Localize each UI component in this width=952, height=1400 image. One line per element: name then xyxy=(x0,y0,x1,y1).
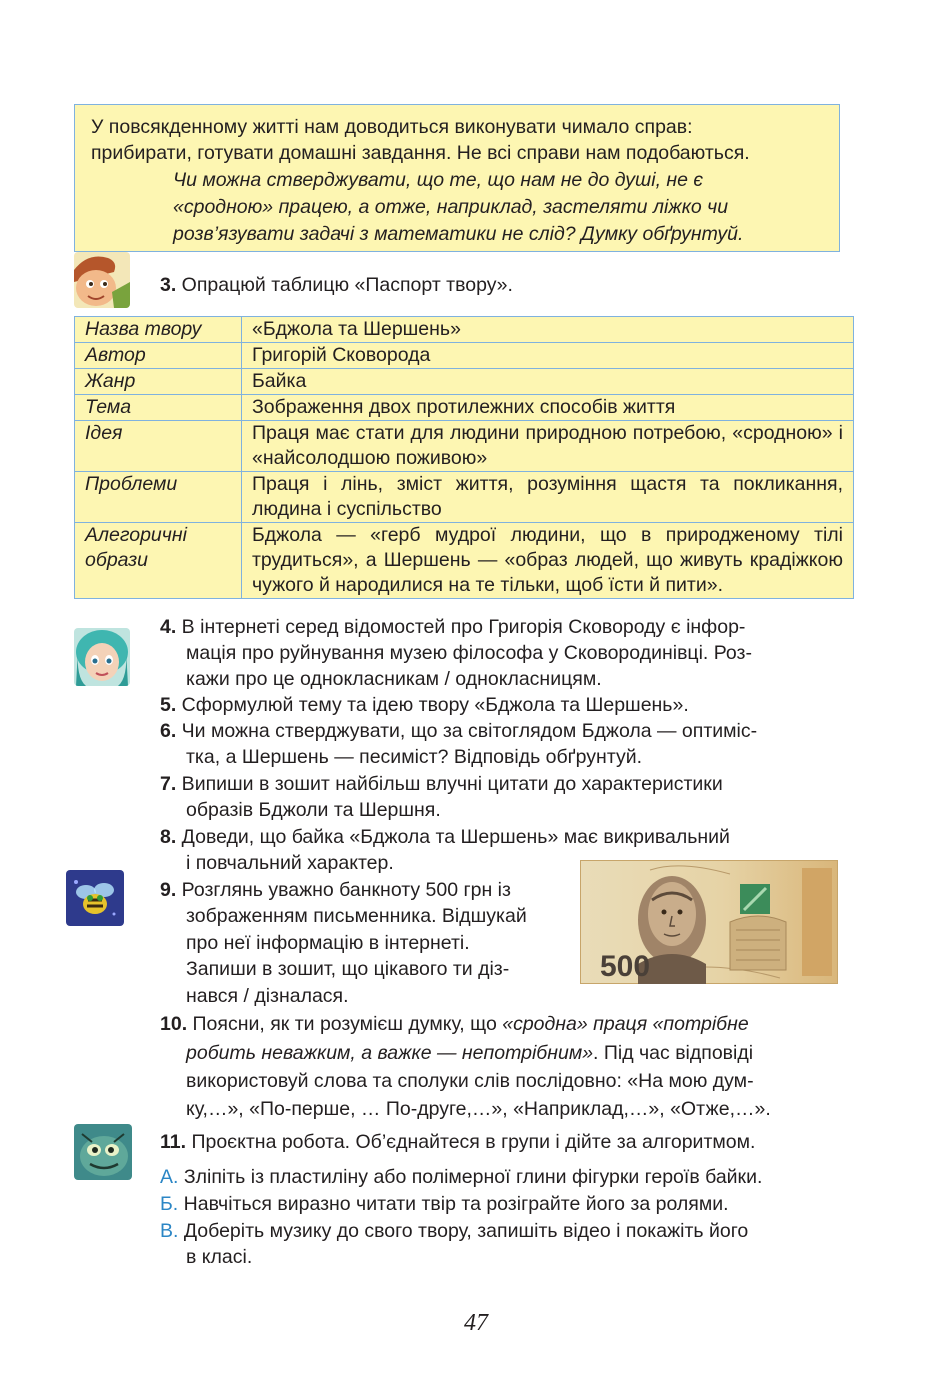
table-value: Григорій Сковорода xyxy=(242,343,854,369)
table-value: Бджола — «герб мудрої людини, що в природженому тілі трудиться», а Шершень — «образ людей, що живуть крадіжкою чужого й народилися на те тільки, щоб їсти й пити». xyxy=(242,523,854,599)
task-number: 3. xyxy=(160,274,177,296)
note-line: прибирати, готувати домашні завдання. Не всі справи нам подобаються. xyxy=(91,142,750,164)
table-value: Праця має стати для людини природною потребою, «сродною» і «найсолодшою поживою» xyxy=(242,421,854,472)
task-4-continuation: кажи про це однокласникам / однокласницям. xyxy=(186,668,602,690)
table-row xyxy=(75,317,854,343)
banknote-500-image xyxy=(580,860,838,984)
table-key: Жанр xyxy=(75,369,242,395)
table-row xyxy=(75,395,854,421)
task-quote: робить неважким, а важке — непотрібним» xyxy=(186,1042,594,1064)
task-9-continuation: нався / дізналася. xyxy=(186,985,349,1007)
step-text: Навчіться виразно читати твір та розіграйте його за ролями. xyxy=(178,1193,729,1215)
task-10-continuation: ку,…», «По-перше, … По-друге,…», «Наприклад,…», «Отже,…». xyxy=(186,1098,771,1120)
note-question-line: «сродною» працею, а отже, наприклад, застеляти ліжко чи xyxy=(173,196,729,218)
step-v xyxy=(160,1218,748,1244)
table-key: Автор xyxy=(75,343,242,369)
task-9 xyxy=(160,877,511,903)
step-letter: А. xyxy=(160,1166,179,1188)
table-key: Проблеми xyxy=(75,472,242,523)
task-7-continuation: образів Бджоли та Шершня. xyxy=(186,799,441,821)
bee-character-icon xyxy=(66,870,124,926)
table-value: Праця і лінь, зміст життя, розуміння щастя та покликання, людина і суспільство xyxy=(242,472,854,523)
task-10-continuation xyxy=(186,1040,753,1066)
task-7 xyxy=(160,771,723,797)
task-text: Доведи, що байка «Бджола та Шершень» має викривальний xyxy=(176,826,730,848)
task-8-continuation: і повчальний характер. xyxy=(186,852,394,874)
task-9-continuation: про неї інформацію в інтернеті. xyxy=(186,932,470,954)
task-text: Поясни, як ти розумієш думку, що xyxy=(187,1013,503,1035)
step-letter: Б. xyxy=(160,1193,179,1215)
task-11 xyxy=(160,1129,755,1155)
task-number: 9. xyxy=(160,879,177,901)
step-text: Доберіть музику до свого твору, запишіть відео і покажіть його xyxy=(178,1220,749,1242)
task-text: Проєктна робота. Об’єднайтеся в групи і дійте за алгоритмом. xyxy=(186,1131,756,1153)
task-number: 8. xyxy=(160,826,177,848)
note-question-line: Чи можна стверджувати, що те, що нам не до душі, не є xyxy=(173,169,704,191)
task-6 xyxy=(160,718,757,744)
table-value: Байка xyxy=(242,369,854,395)
task-text: Опрацюй таблицю «Паспорт твору». xyxy=(176,274,513,296)
table-row xyxy=(75,421,854,472)
task-number: 10. xyxy=(160,1013,188,1035)
task-quote: «сродна» праця «потрібне xyxy=(502,1013,749,1035)
table-value: Зображення двох протилежних способів життя xyxy=(242,395,854,421)
task-3 xyxy=(160,272,513,298)
task-text: Розглянь уважно банкноту 500 грн із xyxy=(176,879,511,901)
task-9-continuation: зображенням письменника. Відшукай xyxy=(186,905,527,927)
task-number: 5. xyxy=(160,694,177,716)
table-row xyxy=(75,472,854,523)
table-row xyxy=(75,523,854,599)
task-text: Випиши в зошит найбільш влучні цитати до характеристики xyxy=(176,773,723,795)
table-row xyxy=(75,343,854,369)
task-5 xyxy=(160,692,689,718)
step-b xyxy=(160,1191,729,1217)
task-text: Сформулюй тему та ідею твору «Бджола та Шершень». xyxy=(176,694,689,716)
task-10 xyxy=(160,1011,749,1037)
task-9-continuation: Запиши в зошит, що цікавого ти діз- xyxy=(186,958,510,980)
boy-character-icon xyxy=(74,252,130,308)
note-question-line: розв’язувати задачі з математики не слід? Думку обґрунтуй. xyxy=(173,223,744,245)
intro-note-box xyxy=(74,104,840,252)
task-4 xyxy=(160,614,745,640)
table-key: Тема xyxy=(75,395,242,421)
table-key: Ідея xyxy=(75,421,242,472)
step-text: Зліпіть із пластиліну або полімерної глини фігурки героїв байки. xyxy=(178,1166,763,1188)
page-number: 47 xyxy=(464,1310,488,1336)
task-text: Чи можна стверджувати, що за світоглядом Бджола — оптиміс- xyxy=(176,720,758,742)
girl-character-icon xyxy=(74,628,130,686)
banknote-denomination: 500 xyxy=(600,950,651,983)
table-key: Алегоричні образи xyxy=(75,523,242,599)
table-value: «Бджола та Шершень» xyxy=(242,317,854,343)
hornet-character-icon xyxy=(74,1124,132,1180)
task-number: 6. xyxy=(160,720,177,742)
task-number: 11. xyxy=(160,1131,187,1153)
task-number: 7. xyxy=(160,773,177,795)
step-a xyxy=(160,1164,762,1190)
note-line: У повсякденному житті нам доводиться виконувати чимало справ: xyxy=(91,116,693,138)
task-number: 4. xyxy=(160,616,177,638)
task-4-continuation: мація про руйнування музею філософа у Сковородинівці. Роз- xyxy=(186,642,752,664)
step-v-continuation: в класі. xyxy=(186,1246,253,1268)
task-10-continuation: використовуй слова та сполуки слів послідовно: «На мою дум- xyxy=(186,1070,754,1092)
task-text: . Під час відповіді xyxy=(593,1042,754,1064)
passport-table xyxy=(74,316,854,599)
task-8 xyxy=(160,824,730,850)
task-6-continuation: тка, а Шершень — песиміст? Відповідь обґрунтуй. xyxy=(186,746,643,768)
table-key: Назва твору xyxy=(75,317,242,343)
step-letter: В. xyxy=(160,1220,179,1242)
task-text: В інтернеті серед відомостей про Григорія Сковороду є інфор- xyxy=(176,616,746,638)
table-row xyxy=(75,369,854,395)
